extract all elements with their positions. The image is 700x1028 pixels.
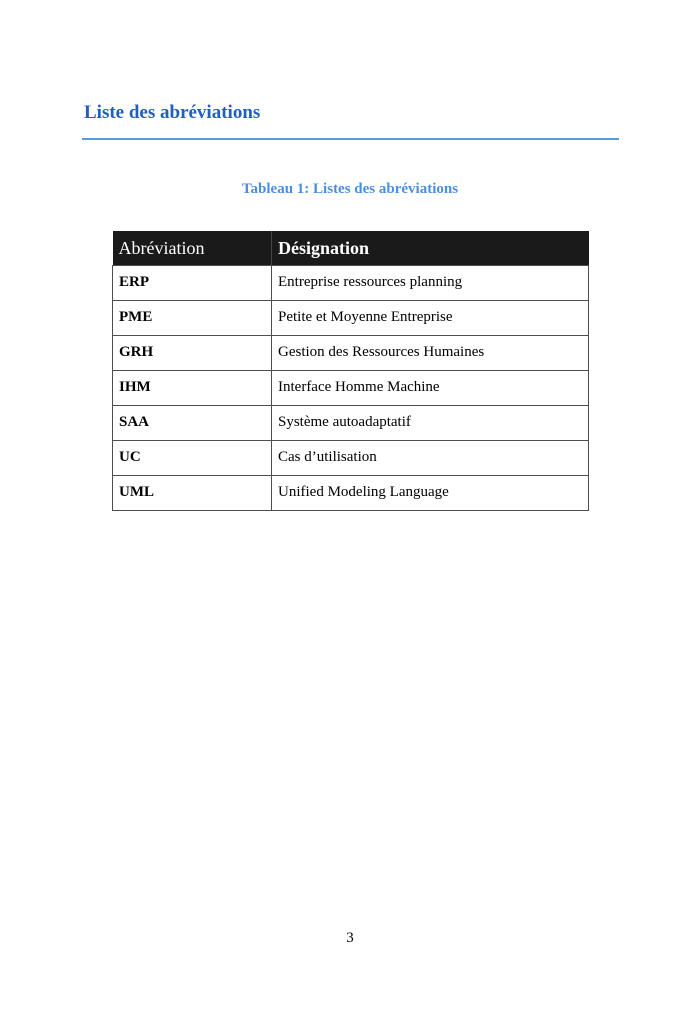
abbreviations-table [112, 231, 589, 511]
table-row [113, 266, 589, 301]
page-number: 3 [346, 930, 354, 946]
designation-cell: Interface Homme Machine [272, 371, 589, 406]
abbreviation-cell: ERP [113, 266, 272, 301]
header-designation: Désignation [272, 231, 589, 266]
table-caption: Tableau 1: Listes des abréviations [241, 181, 459, 197]
table-header-row [113, 231, 589, 266]
designation-cell: Cas d’utilisation [272, 441, 589, 476]
abbreviation-cell: PME [113, 301, 272, 336]
table-row [113, 301, 589, 336]
table-row [113, 371, 589, 406]
designation-cell: Gestion des Ressources Humaines [272, 336, 589, 371]
designation-cell: Entreprise ressources planning [272, 266, 589, 301]
designation-cell: Système autoadaptatif [272, 406, 589, 441]
header-abbreviation: Abréviation [113, 231, 272, 266]
title-divider [82, 138, 619, 140]
table-row [113, 441, 589, 476]
table-row [113, 336, 589, 371]
designation-cell: Unified Modeling Language [272, 476, 589, 511]
abbreviation-cell: SAA [113, 406, 272, 441]
designation-cell: Petite et Moyenne Entreprise [272, 301, 589, 336]
table-row [113, 476, 589, 511]
abbreviation-cell: IHM [113, 371, 272, 406]
page-title: Liste des abréviations [84, 102, 261, 123]
abbreviation-cell: UML [113, 476, 272, 511]
abbreviation-cell: UC [113, 441, 272, 476]
abbreviation-cell: GRH [113, 336, 272, 371]
table-row [113, 406, 589, 441]
